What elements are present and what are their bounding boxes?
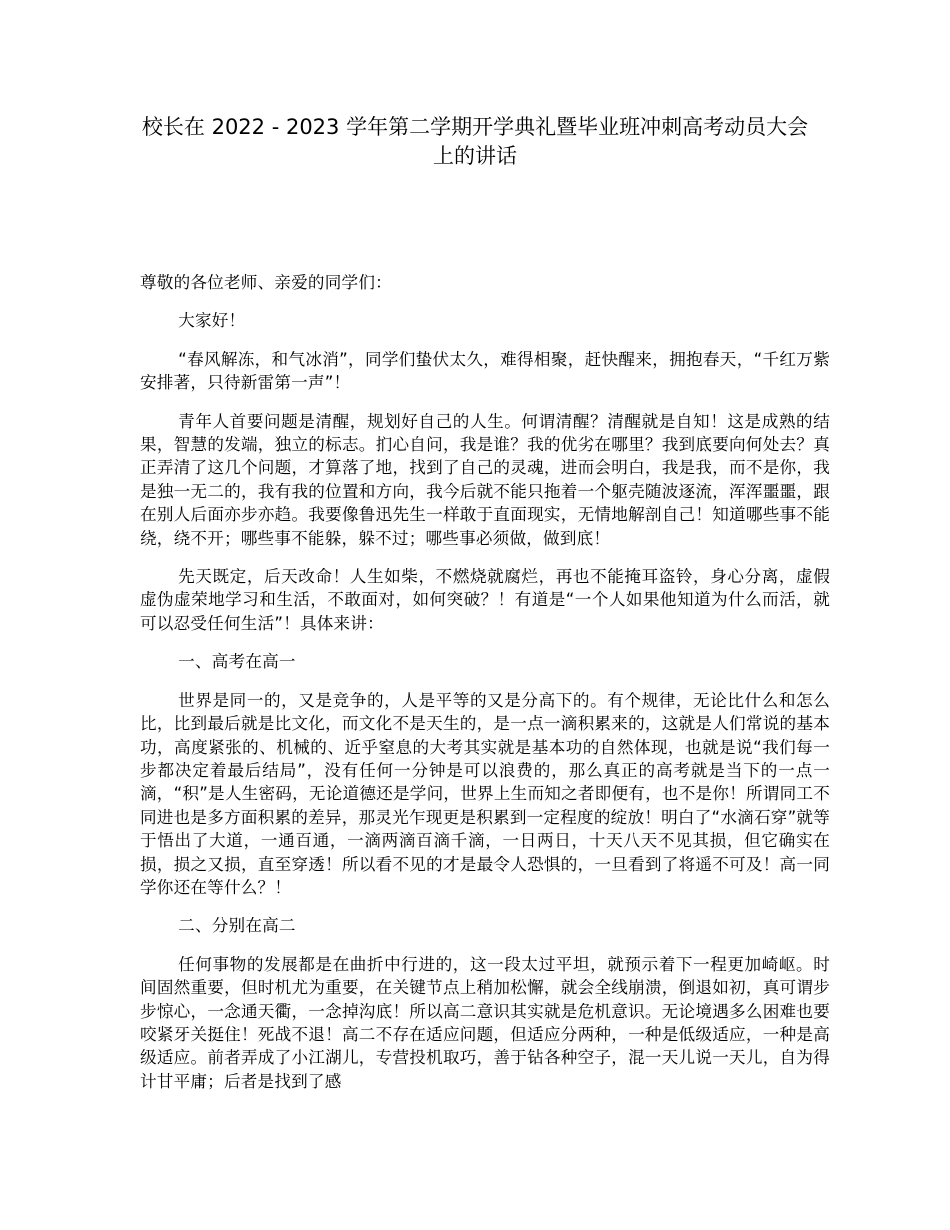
paragraph-spring: “春风解冻，和气冰消”，同学们蛰伏太久，难得相聚，赶快醒来，拥抱春天，“千红万紫安排著，只待新雷第一声”！ xyxy=(140,349,830,393)
paragraph-section-1: 世界是同一的，又是竞争的，人是平等的又是分高下的。有个规律，无论比什么和怎么比，比到最后就是比文化，而文化不是天生的，是一点一滴积累来的，这就是人们常说的基本功，高度紧张的、机械的、近乎窒息的大考其实就是基本功的自然体现，也就是说“我们每一步都决定着最后结局”，没有任何一分钟是可以浪费的，那么真正的高考就是当下的一点一滴，“积”是人生密码，无论道德还是学问，世界上生而知之者即便有，也不是你！所谓同工不同进也是多方面积累的差异，那灵光乍现更是积累到一定程度的绽放！明白了“水滴石穿”就等于悟出了大道，一通百通，一滴两滴百滴千滴，一日两日，十天八天不见其损，但它确实在损，损之又损，直至穿透！所以看不见的才是最令人恐惧的，一旦看到了将遥不可及！高一同学你还在等什么？！ xyxy=(140,690,830,897)
paragraph-greeting: 大家好！ xyxy=(178,311,246,331)
document-title: 校长在 2022 - 2023 学年第二学期开学典礼暨毕业班冲刺高考动员大会上的讲话 xyxy=(141,115,809,168)
paragraph-destiny: 先天既定，后天改命！人生如柴，不燃烧就腐烂，再也不能掩耳盗铃，身心分离，虚假虚伪虚荣地学习和生活，不敢面对，如何突破？！有道是“一个人如果他知道为什么而活，就可以忍受任何生活”！具体来讲： xyxy=(140,567,830,633)
paragraph-clarity: 青年人首要问题是清醒，规划好自己的人生。何谓清醒？清醒就是自知！这是成熟的结果，智慧的发端，独立的标志。扪心自问，我是谁？我的优劣在哪里？我到底要向何处去？真正弄清了这几个问题，才算落了地，找到了自己的灵魂，进而会明白，我是我，而不是你，我是独一无二的，我有我的位置和方向，我今后就不能只拖着一个躯壳随波逐流，浑浑噩噩，跟在别人后面亦步亦趋。我要像鲁迅先生一样敢于直面现实，无情地解剖自己！知道哪些事不能绕，绕不开；哪些事不能躲，躲不过；哪些事必须做，做到底！ xyxy=(140,411,830,548)
salutation: 尊敬的各位老师、亲爱的同学们： xyxy=(140,273,392,292)
section-heading-1: 一、高考在高一 xyxy=(178,652,296,672)
document-body xyxy=(140,271,830,1108)
section-heading-2: 二、分别在高二 xyxy=(178,916,296,936)
paragraph-section-2: 任何事物的发展都是在曲折中行进的，这一段太过平坦，就预示着下一程更加崎岖。时间固然重要，但时机尤为重要，在关键节点上稍加松懈，就会全线崩溃，倒退如初，真可谓步步惊心，一念通天衢，一念掉沟底！所以高二意识其实就是危机意识。无论境遇多么困难也要咬紧牙关挺住！死战不退！高二不存在适应问题，但适应分两种，一种是低级适应，一种是高级适应。前者弄成了小江湖儿，专营投机取巧，善于钻各种空子，混一天儿说一天儿，自为得计甘平庸；后者是找到了感 xyxy=(140,954,830,1091)
